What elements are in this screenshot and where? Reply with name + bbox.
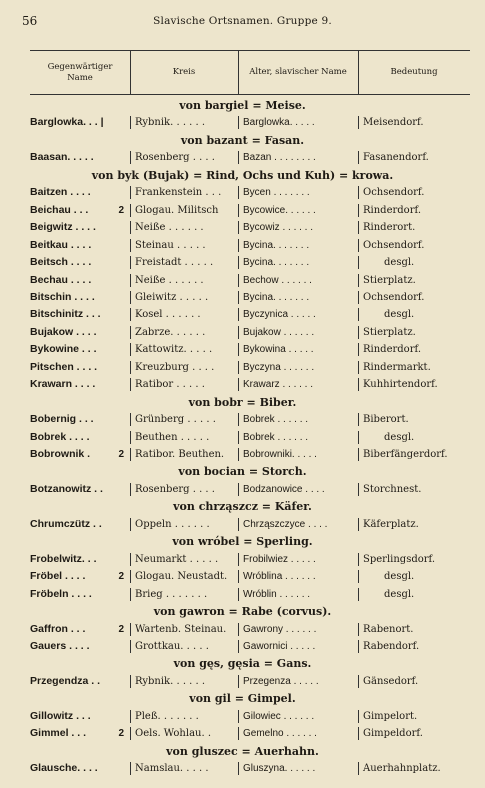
- page-header: [0, 14, 485, 30]
- running-title: Slavische Ortsnamen. Gruppe 9.: [153, 15, 332, 27]
- section-heading: von gęs, gęsia = Gans.: [173, 657, 312, 670]
- column-rule: [130, 291, 131, 304]
- column-rule: [238, 588, 239, 601]
- meaning: Sperlingsdorf.: [363, 554, 436, 565]
- column-rule: [358, 518, 359, 531]
- table-row: [0, 725, 485, 742]
- kreis: Kattowitz. . . . .: [135, 344, 213, 355]
- table-row: [0, 621, 485, 638]
- meaning: desgl.: [384, 589, 415, 600]
- kreis: Neumarkt . . . . .: [135, 554, 219, 565]
- col-alter: Alter, slavischer Name: [249, 67, 347, 77]
- count: 2: [118, 624, 124, 635]
- table-row: [0, 708, 485, 725]
- slavic-name: Bobrowniki. . . . .: [243, 449, 317, 460]
- slavic-name: Gemelno . . . . . .: [243, 728, 317, 739]
- table-row: [0, 376, 485, 393]
- column-rule: [238, 343, 239, 356]
- page-number: 56: [22, 14, 38, 28]
- slavic-name: Frobilwiez . . . . .: [243, 554, 316, 565]
- column-rule: [238, 204, 239, 217]
- slavic-name: Krawarz . . . . . .: [243, 379, 314, 390]
- slavic-name: Bycowice. . . . . .: [243, 205, 316, 216]
- kreis: Pleß. . . . . . .: [135, 711, 199, 722]
- column-rule: [130, 221, 131, 234]
- column-rule: [238, 186, 239, 199]
- meaning: desgl.: [384, 257, 415, 268]
- kreis: Freistadt . . . . .: [135, 257, 214, 268]
- meaning: Rinderdorf.: [363, 205, 421, 216]
- current-name: Fröbel . . . .: [30, 570, 86, 582]
- column-rule: [130, 308, 131, 321]
- table-row: [0, 551, 485, 568]
- column-rule: [238, 448, 239, 461]
- column-rule: [238, 762, 239, 775]
- count: 2: [118, 728, 124, 739]
- column-rule: [130, 361, 131, 374]
- current-name: Krawarn . . . .: [30, 378, 96, 390]
- column-rule: [130, 727, 131, 740]
- column-rule: [130, 326, 131, 339]
- meaning: Stierplatz.: [363, 327, 416, 338]
- column-rule: [358, 448, 359, 461]
- column-rule: [130, 204, 131, 217]
- col-current-name: Gegenwärtiger Name: [47, 61, 113, 83]
- column-rule: [358, 274, 359, 287]
- table-row: [0, 114, 485, 131]
- count: 2: [118, 449, 124, 460]
- column-rule: [238, 239, 239, 252]
- table-row: [0, 254, 485, 271]
- table-row: [0, 289, 485, 306]
- column-rule: [358, 116, 359, 129]
- current-name: Bujakow . . . .: [30, 326, 97, 338]
- column-rule: [358, 221, 359, 234]
- column-rule: [238, 326, 239, 339]
- kreis: Namslau. . . . .: [135, 763, 209, 774]
- column-rule: [130, 588, 131, 601]
- kreis: Grünberg . . . . .: [135, 414, 216, 425]
- slavic-name: Gawornici . . . . .: [243, 641, 316, 652]
- table-row: [0, 516, 485, 533]
- column-rule: [130, 518, 131, 531]
- current-name: Bitschin . . . .: [30, 291, 95, 303]
- meaning: Rinderdorf.: [363, 344, 421, 355]
- section-heading: von gil = Gimpel.: [189, 692, 296, 705]
- meaning: Rabendorf.: [363, 641, 420, 652]
- kreis: Gleiwitz . . . . .: [135, 292, 209, 303]
- count: 2: [118, 205, 124, 216]
- table-row: [0, 638, 485, 655]
- column-rule: [238, 553, 239, 566]
- section-heading: von bocian = Storch.: [178, 465, 307, 478]
- current-name: Botzanowitz . .: [30, 483, 103, 495]
- column-rule: [358, 239, 359, 252]
- meaning: Storchnest.: [363, 484, 422, 495]
- current-name: Gauers . . . .: [30, 640, 90, 652]
- meaning: Ochsendorf.: [363, 292, 425, 303]
- column-rule: [358, 308, 359, 321]
- meaning: Stierplatz.: [363, 275, 416, 286]
- meaning: Ochsendorf.: [363, 240, 425, 251]
- column-rule: [238, 675, 239, 688]
- column-rule: [130, 239, 131, 252]
- table-row: [0, 237, 485, 254]
- column-rule: [358, 640, 359, 653]
- column-rule: [130, 431, 131, 444]
- column-rule: [130, 413, 131, 426]
- meaning: Rindermarkt.: [363, 362, 431, 373]
- column-rule: [130, 553, 131, 566]
- section-heading: von bobr = Biber.: [188, 396, 297, 409]
- table-row: [0, 446, 485, 463]
- column-rule: [358, 256, 359, 269]
- section-heading: von bargiel = Meise.: [179, 99, 306, 112]
- column-rule: [358, 343, 359, 356]
- slavic-name: Gawrony . . . . . .: [243, 624, 317, 635]
- current-name: Pitschen . . . .: [30, 361, 98, 373]
- current-name: Beitsch . . . .: [30, 256, 92, 268]
- column-rule: [238, 308, 239, 321]
- column-rule: [238, 291, 239, 304]
- column-rule: [130, 623, 131, 636]
- current-name: Gaffron . . .: [30, 623, 86, 635]
- slavic-name: Bycina. . . . . . .: [243, 292, 310, 303]
- current-name: Frobelwitz. . .: [30, 553, 97, 565]
- slavic-name: Chrząszczyce . . . .: [243, 519, 328, 530]
- column-rule: [358, 588, 359, 601]
- column-rule: [358, 431, 359, 444]
- slavic-name: Bykowina . . . . .: [243, 344, 314, 355]
- column-rule: [130, 256, 131, 269]
- section-heading: von wróbel = Sperling.: [172, 535, 313, 548]
- meaning: Rinderort.: [363, 222, 416, 233]
- column-rule: [358, 710, 359, 723]
- kreis: Rosenberg . . . .: [135, 484, 215, 495]
- column-header: [30, 50, 470, 95]
- section-heading: von chrząszcz = Käfer.: [173, 500, 312, 513]
- column-rule: [238, 151, 239, 164]
- column-rule: [358, 727, 359, 740]
- column-rule: [358, 361, 359, 374]
- column-rule: [238, 116, 239, 129]
- meaning: Kuhhirtendorf.: [363, 379, 438, 390]
- column-rule: [358, 623, 359, 636]
- table-row: [0, 673, 485, 690]
- column-rule: [358, 762, 359, 775]
- slavic-name: Byczyna . . . . . .: [243, 362, 315, 373]
- column-rule: [238, 483, 239, 496]
- current-name: Baasan. . . . .: [30, 151, 94, 163]
- current-name: Barglowka. . . |: [30, 116, 104, 128]
- slavic-name: Gilowiec . . . . . .: [243, 711, 315, 722]
- col-bedeutung: Bedeutung: [390, 67, 438, 77]
- kreis: Rybnik. . . . . .: [135, 676, 206, 687]
- column-rule: [238, 570, 239, 583]
- column-rule: [358, 186, 359, 199]
- column-rule: [358, 291, 359, 304]
- meaning: Gänsedorf.: [363, 676, 419, 687]
- kreis: Ratibor . . . . .: [135, 379, 205, 390]
- column-rule: [130, 570, 131, 583]
- slavic-name: Gluszyna. . . . . .: [243, 763, 316, 774]
- kreis: Kosel . . . . . .: [135, 309, 201, 320]
- slavic-name: Bobrek . . . . . .: [243, 414, 309, 425]
- slavic-name: Bycen . . . . . . .: [243, 187, 310, 198]
- meaning: Biberfängerdorf.: [363, 449, 448, 460]
- column-rule: [358, 553, 359, 566]
- column-rule: [130, 640, 131, 653]
- slavic-name: Wróblin . . . . . .: [243, 589, 311, 600]
- column-rule: [358, 151, 359, 164]
- meaning: desgl.: [384, 309, 415, 320]
- slavic-name: Przegenza . . . . .: [243, 676, 319, 687]
- column-rule: [238, 623, 239, 636]
- column-rule: [238, 361, 239, 374]
- meaning: Rabenort.: [363, 624, 414, 635]
- kreis: Glogau. Neustadt.: [135, 571, 228, 582]
- current-name: Bobrownik .: [30, 448, 91, 460]
- table-row: [0, 359, 485, 376]
- section-heading: von gawron = Rabe (corvus).: [153, 605, 332, 618]
- meaning: desgl.: [384, 432, 415, 443]
- col-kreis: Kreis: [172, 67, 196, 77]
- slavic-name: Bechow . . . . . .: [243, 275, 312, 286]
- current-name: Fröbeln . . . .: [30, 588, 92, 600]
- column-rule: [130, 274, 131, 287]
- slavic-name: Wróblina . . . . . .: [243, 571, 316, 582]
- column-rule: [238, 413, 239, 426]
- table-row: [0, 306, 485, 323]
- column-rule: [358, 413, 359, 426]
- section-heading: von bazant = Fasan.: [180, 134, 305, 147]
- column-rule: [238, 518, 239, 531]
- current-name: Bykowine . . .: [30, 343, 97, 355]
- table-row: [0, 411, 485, 428]
- column-rule: [238, 640, 239, 653]
- column-rule: [238, 274, 239, 287]
- kreis: Rosenberg . . . .: [135, 152, 215, 163]
- column-rule: [130, 710, 131, 723]
- table-row: [0, 341, 485, 358]
- column-rule: [130, 483, 131, 496]
- current-name: Beitkau . . . .: [30, 239, 92, 251]
- current-name: Przegendza . .: [30, 675, 101, 687]
- table-row: [0, 272, 485, 289]
- current-name: Beigwitz . . . .: [30, 221, 96, 233]
- kreis: Frankenstein . . .: [135, 187, 222, 198]
- kreis: Oels. Wohlau. .: [135, 728, 212, 739]
- current-name: Bobernig . . .: [30, 413, 94, 425]
- kreis: Kreuzburg . . . .: [135, 362, 215, 373]
- column-rule: [358, 483, 359, 496]
- table-row: [0, 760, 485, 777]
- table-row: [0, 429, 485, 446]
- meaning: Käferplatz.: [363, 519, 419, 530]
- column-rule: [358, 326, 359, 339]
- kreis: Steinau . . . . .: [135, 240, 206, 251]
- current-name: Baitzen . . . .: [30, 186, 91, 198]
- slavic-name: Bobrek . . . . . .: [243, 432, 309, 443]
- meaning: Fasanendorf.: [363, 152, 429, 163]
- current-name: Bechau . . . .: [30, 274, 92, 286]
- kreis: Neiße . . . . . .: [135, 222, 204, 233]
- column-rule: [238, 221, 239, 234]
- section-heading: von gluszec = Auerhahn.: [166, 745, 319, 758]
- slavic-name: Bodzanowice . . . .: [243, 484, 325, 495]
- kreis: Wartenb. Steinau.: [135, 624, 227, 635]
- current-name: Beichau . . .: [30, 204, 89, 216]
- column-rule: [130, 762, 131, 775]
- kreis: Rybnik. . . . . .: [135, 117, 206, 128]
- meaning: Auerhahnplatz.: [363, 763, 441, 774]
- current-name: Chrumczütz . .: [30, 518, 102, 530]
- column-rule: [238, 431, 239, 444]
- column-rule: [130, 116, 131, 129]
- slavic-name: Bycina. . . . . . .: [243, 240, 310, 251]
- kreis: Oppeln . . . . . .: [135, 519, 210, 530]
- kreis: Glogau. Militsch: [135, 205, 219, 216]
- slavic-name: Bazan . . . . . . . .: [243, 152, 316, 163]
- current-name: Glausche. . . .: [30, 762, 98, 774]
- meaning: desgl.: [384, 571, 415, 582]
- table-row: [0, 324, 485, 341]
- slavic-name: Bycina. . . . . . .: [243, 257, 310, 268]
- table-row: [0, 184, 485, 201]
- current-name: Bobrek . . . .: [30, 431, 90, 443]
- section-heading: von byk (Bujak) = Rind, Ochs und Kuh) = krowa.: [91, 169, 394, 182]
- column-rule: [238, 710, 239, 723]
- table-row: [0, 149, 485, 166]
- meaning: Ochsendorf.: [363, 187, 425, 198]
- meaning: Gimpelort.: [363, 711, 418, 722]
- slavic-name: Bycowiz . . . . . .: [243, 222, 314, 233]
- current-name: Gillowitz . . .: [30, 710, 91, 722]
- column-rule: [358, 378, 359, 391]
- kreis: Brieg . . . . . . .: [135, 589, 208, 600]
- column-rule: [238, 378, 239, 391]
- meaning: Biberort.: [363, 414, 409, 425]
- current-name: Gimmel . . .: [30, 727, 87, 739]
- count: 2: [118, 571, 124, 582]
- meaning: Gimpeldorf.: [363, 728, 423, 739]
- slavic-name: Byczynica . . . . .: [243, 309, 316, 320]
- kreis: Beuthen . . . . .: [135, 432, 210, 443]
- column-rule: [130, 448, 131, 461]
- table-row: [0, 568, 485, 585]
- table-row: [0, 586, 485, 603]
- table-row: [0, 481, 485, 498]
- kreis: Neiße . . . . . .: [135, 275, 204, 286]
- slavic-name: Barglowka. . . . .: [243, 117, 315, 128]
- column-rule: [238, 256, 239, 269]
- column-rule: [358, 675, 359, 688]
- column-rule: [358, 570, 359, 583]
- column-rule: [130, 186, 131, 199]
- column-rule: [130, 675, 131, 688]
- table-row: [0, 202, 485, 219]
- slavic-name: Bujakow . . . . . .: [243, 327, 315, 338]
- current-name: Bitschinitz . . .: [30, 308, 101, 320]
- column-rule: [130, 378, 131, 391]
- column-rule: [130, 343, 131, 356]
- kreis: Zabrze. . . . . .: [135, 327, 206, 338]
- table-row: [0, 219, 485, 236]
- column-rule: [358, 204, 359, 217]
- kreis: Grottkau. . . . .: [135, 641, 209, 652]
- meaning: Meisendorf.: [363, 117, 424, 128]
- column-rule: [238, 727, 239, 740]
- kreis: Ratibor. Beuthen.: [135, 449, 225, 460]
- column-rule: [130, 151, 131, 164]
